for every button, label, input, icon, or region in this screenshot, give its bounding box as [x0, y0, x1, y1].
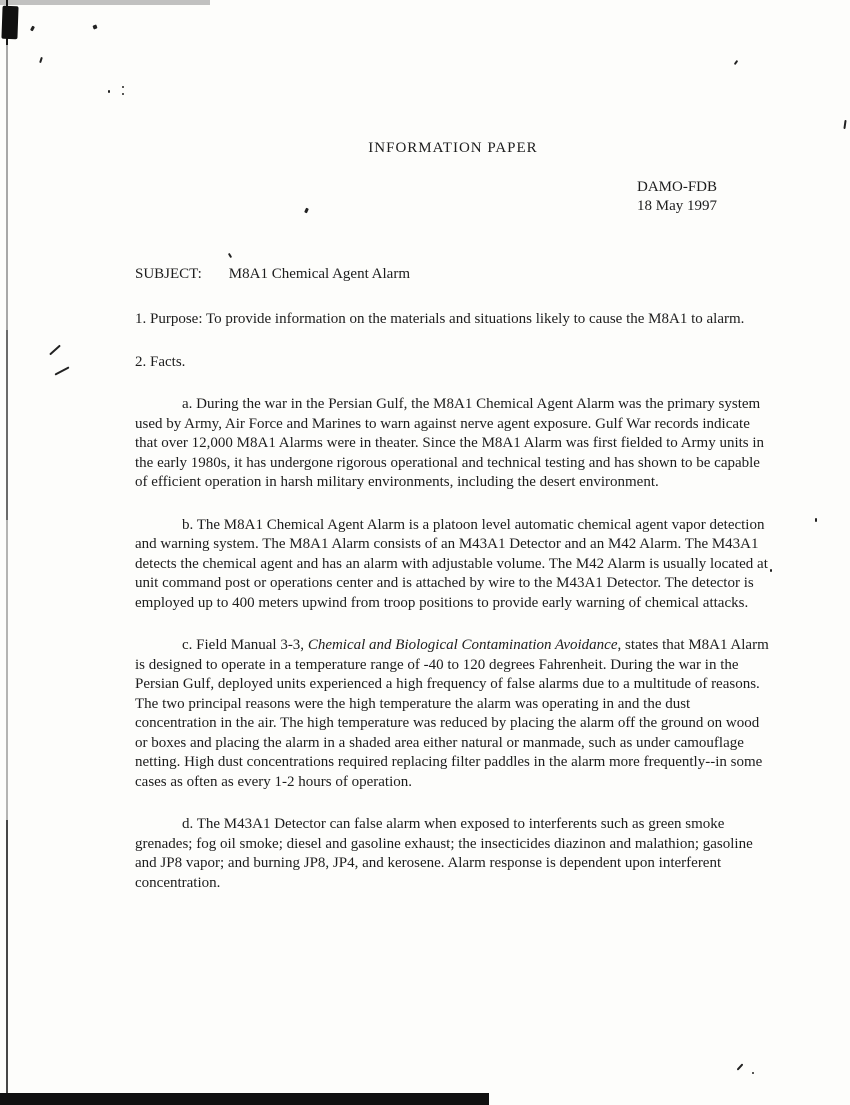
paragraph-c-rest: , states that M8A1 Alarm is designed to operate in a temperature range of -40 to 120 degrees Fahrenheit. During the war in the Persian Gulf, deployed units experienced a high frequency of false alarms due to a multitude of reasons. The two principal reasons were the high temperature the alarm was operating in and the dust concentration in the air. The high temperature was reduced by placing the alarm off the ground on wood or boxes and placing the alarm in a shaded area either natural or manmade, such as under camouflage netting. High dust concentrations required replacing filter paddles in the alarm more frequently--in some cases as often as every 1-2 hours of operation. [135, 637, 769, 790]
office-symbol: DAMO-FDB [637, 178, 718, 195]
scan-artifact [0, 1093, 489, 1105]
paragraph-c-lead: c. Field Manual 3-3, [182, 637, 308, 653]
scan-artifact [49, 345, 61, 356]
scan-artifact [815, 518, 817, 522]
paragraph-c [135, 636, 771, 792]
scan-artifact [39, 57, 43, 63]
document-content [135, 0, 771, 916]
paragraph-b: b. The M8A1 Chemical Agent Alarm is a platoon level automatic chemical agent vapor detection and warning system. The M8A1 Alarm consists of an M43A1 Detector and an M42 Alarm. The M43A1 detects the chemical agent and has an alarm with adjustable volume. The M42 Alarm is usually located at unit command post or operations center and is attached by wire to the M43A1 Detector. The detector is employed up to 400 meters upwind from troop positions to provide early warning of chemical attacks. [135, 516, 768, 611]
scan-artifact [6, 0, 8, 1105]
scan-artifact [30, 26, 35, 32]
subject-line [135, 265, 771, 285]
paragraph-a: a. During the war in the Persian Gulf, the M8A1 Chemical Agent Alarm was the primary system used by Army, Air Force and Marines to warn against nerve agent exposure. Gulf War records indicate that over 12,000 M8A1 Alarms were in theater. Since the M8A1 Alarm was first fielded to Army units in the early 1980s, it has undergone rigorous operational and technical testing and has shown to be capable of efficient operation in harsh military environments, including the desert environment. [135, 396, 765, 490]
subject-label: SUBJECT: [135, 265, 202, 282]
field-manual-title: Chemical and Biological Contamination Avoidance [307, 637, 618, 653]
paragraph-d: d. The M43A1 Detector can false alarm when exposed to interferents such as green smoke grenades; fog oil smoke; diesel and gasoline exhaust; the insecticides diazinon and malathion; gasoline and JP8 vapor; and burning JP8, JP4, and kerosene. Alarm response is dependent upon interferent concentration. [135, 816, 753, 891]
purpose-paragraph: 1. Purpose: To provide information on the materials and situations likely to cause the M8A1 to alarm. [135, 311, 745, 327]
scan-artifact [752, 1072, 754, 1074]
scan-artifact [54, 366, 69, 375]
letterhead-block [637, 178, 771, 217]
scan-artifact [108, 90, 110, 93]
scan-artifact [737, 1063, 744, 1070]
document-date: 18 May 1997 [637, 198, 717, 214]
scan-artifact [92, 24, 97, 29]
document-title: INFORMATION PAPER [368, 140, 538, 156]
scan-artifact [122, 93, 124, 95]
facts-heading: 2. Facts. [135, 353, 186, 370]
scan-artifact [843, 120, 846, 129]
scan-artifact [1, 6, 18, 40]
subject-value: M8A1 Chemical Agent Alarm [228, 265, 411, 282]
scan-artifact [122, 86, 124, 88]
